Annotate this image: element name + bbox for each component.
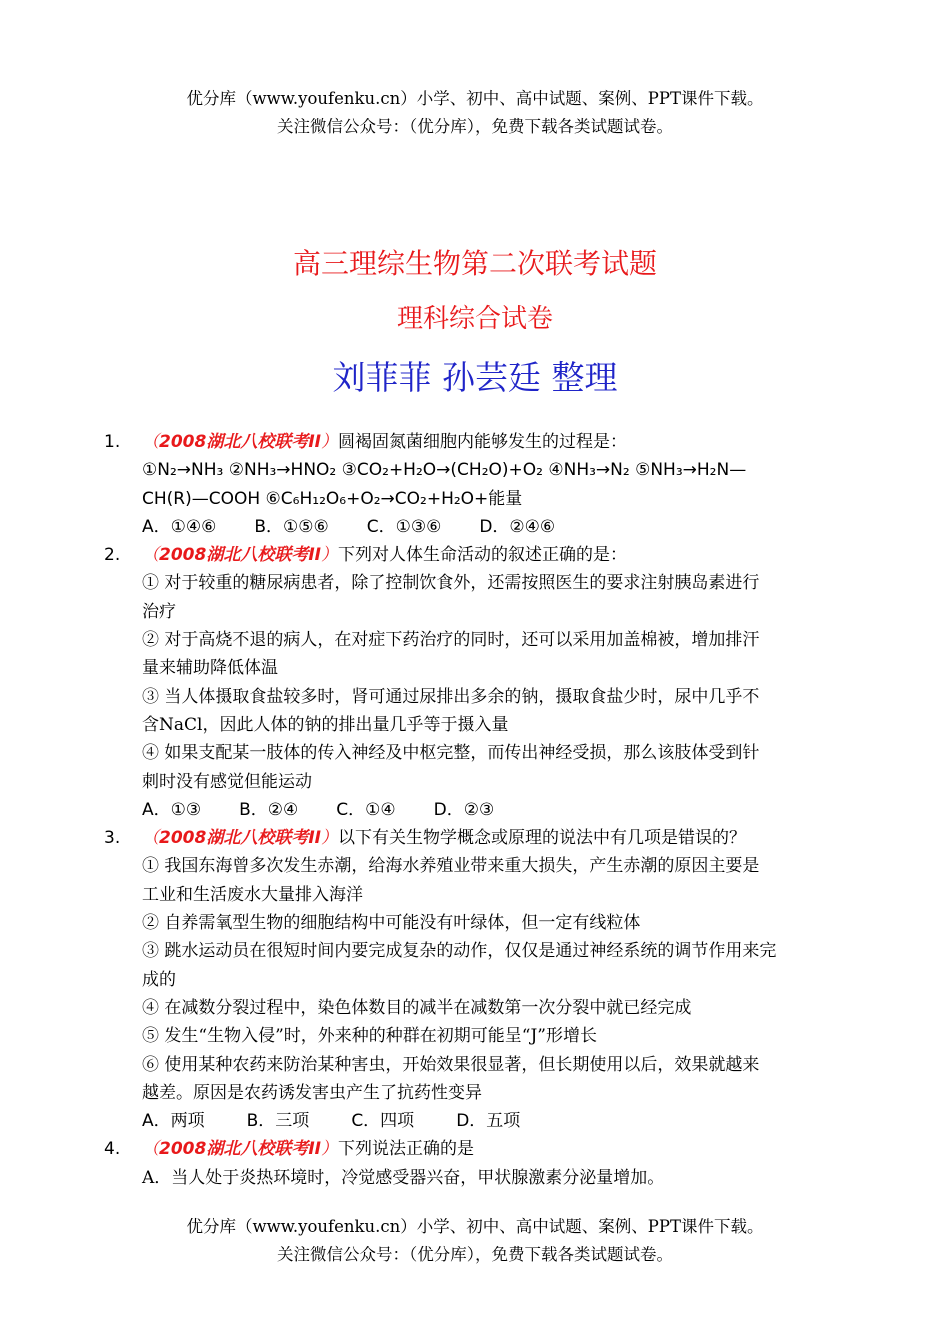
question-body-line: 越差。原因是农药诱发害虫产生了抗药性变异 xyxy=(142,1082,482,1103)
question-body-line: ⑤ 发生“生物入侵”时，外来种的种群在初期可能呈“J”形增长 xyxy=(142,1026,597,1047)
question-source-label: 2008湖北八校联考II xyxy=(159,432,321,452)
page-authors: 刘菲菲 孙芸廷 整理 xyxy=(332,358,618,397)
page-subtitle: 理科综合试卷 xyxy=(396,304,553,334)
question-source-tag: （2008湖北八校联考II） xyxy=(142,545,338,566)
answer-option: D．②③ xyxy=(433,799,495,820)
question-4 xyxy=(104,1135,854,1192)
question-source-label: 2008湖北八校联考II xyxy=(159,545,321,566)
question-body-line: ④ 在减数分裂过程中，染色体数目的减半在减数第一次分裂中就已经完成 xyxy=(142,997,692,1018)
question-source-tag: （2008湖北八校联考II） xyxy=(142,1139,338,1160)
question-body-line: ① 对于较重的糖尿病患者，除了控制饮食外，还需按照医生的要求注射胰岛素进行 xyxy=(142,573,760,594)
answer-option: B．三项 xyxy=(246,1111,310,1132)
question-source-tag: （2008湖北八校联考II） xyxy=(142,432,338,452)
question-body-line: ① 我国东海曾多次发生赤潮，给海水养殖业带来重大损失，产生赤潮的原因主要是 xyxy=(142,856,760,877)
question-body-line: 含NaCl，因此人体的钠的排出量几乎等于摄入量 xyxy=(142,714,509,735)
question-stem-line xyxy=(142,824,854,852)
answer-options xyxy=(142,1107,854,1135)
question-stem-line xyxy=(142,541,854,569)
question-body-line: 刺时没有感觉但能运动 xyxy=(142,771,312,792)
question-stem-line xyxy=(142,1135,854,1163)
footer-promo-line-1: 优分库（www.youfenku.cn）小学、初中、高中试题、案例、PPT课件下载。 xyxy=(186,1217,764,1236)
question-stem: 圆褐固氮菌细胞内能够发生的过程是： xyxy=(337,432,627,452)
question-body-line: ② 自养需氧型生物的细胞结构中可能没有叶绿体，但一定有线粒体 xyxy=(142,913,641,934)
question-body-line: A．当人处于炎热环境时，冷觉感受器兴奋，甲状腺激素分泌量增加。 xyxy=(142,1167,665,1188)
question-list xyxy=(0,428,950,1192)
question-body-line: CH(R)—COOH ⑥C₆H₁₂O₆+O₂→CO₂+H₂O+能量 xyxy=(142,488,523,509)
answer-option: C．①④ xyxy=(336,799,396,820)
question-1 xyxy=(104,428,854,541)
header-promo-line-2: 关注微信公众号：（优分库），免费下载各类试题试卷。 xyxy=(277,117,673,136)
header-promo-line-1: 优分库（www.youfenku.cn）小学、初中、高中试题、案例、PPT课件下载。 xyxy=(186,89,764,108)
question-body-line: 治疗 xyxy=(142,601,176,622)
question-number: 4. xyxy=(104,1139,121,1160)
answer-option: C．①③⑥ xyxy=(366,516,442,537)
question-body-line: ② 对于高烧不退的病人，在对症下药治疗的同时，还可以采用加盖棉被，增加排汗 xyxy=(142,630,760,651)
question-body-line: ③ 跳水运动员在很短时间内要完成复杂的动作，仅仅是通过神经系统的调节作用来完 xyxy=(142,941,777,962)
question-source-label: 2008湖北八校联考II xyxy=(159,828,321,849)
answer-options xyxy=(142,796,854,824)
question-2 xyxy=(104,541,854,824)
question-source-label: 2008湖北八校联考II xyxy=(159,1139,321,1160)
question-number: 3. xyxy=(104,828,121,849)
question-body-line: ③ 当人体摄取食盐较多时，肾可通过尿排出多余的钠，摄取食盐少时，尿中几乎不 xyxy=(142,686,760,707)
answer-options xyxy=(142,513,854,541)
answer-option: A．①③ xyxy=(142,799,202,820)
question-body-line: 量来辅助降低体温 xyxy=(142,658,278,679)
question-stem: 下列对人体生命活动的叙述正确的是： xyxy=(337,545,627,566)
question-body-line: 工业和生活废水大量排入海洋 xyxy=(142,884,363,905)
question-body-line: ⑥ 使用某种农药来防治某种害虫，开始效果很显著，但长期使用以后，效果就越来 xyxy=(142,1054,760,1075)
question-body-line: ④ 如果支配某一肢体的传入神经及中枢完整，而传出神经受损，那么该肢体受到针 xyxy=(142,743,760,764)
question-body-line: ①N₂→NH₃ ②NH₃→HNO₂ ③CO₂+H₂O→(CH₂O)+O₂ ④NH₃→N₂ ⑤NH₃→H₂N— xyxy=(142,460,747,481)
question-stem: 下列说法正确的是 xyxy=(337,1139,474,1160)
question-number: 1. xyxy=(104,432,121,452)
question-number: 2. xyxy=(104,545,121,566)
question-body-line: 成的 xyxy=(142,969,176,990)
answer-option: D．②④⑥ xyxy=(479,516,556,537)
question-source-tag: （2008湖北八校联考II） xyxy=(142,828,338,849)
page-title: 高三理综生物第二次联考试题 xyxy=(292,247,657,280)
answer-option: B．②④ xyxy=(239,799,299,820)
question-3 xyxy=(104,824,854,1135)
answer-option: C．四项 xyxy=(351,1111,415,1132)
answer-option: D．五项 xyxy=(456,1111,521,1132)
footer-promo-line-2: 关注微信公众号：（优分库），免费下载各类试题试卷。 xyxy=(277,1245,673,1264)
question-stem-line xyxy=(142,428,854,456)
answer-option: A．①④⑥ xyxy=(142,516,217,537)
answer-option: B．①⑤⑥ xyxy=(254,516,329,537)
question-stem: 以下有关生物学概念或原理的说法中有几项是错误的？ xyxy=(337,828,746,849)
answer-option: A．两项 xyxy=(142,1111,205,1132)
